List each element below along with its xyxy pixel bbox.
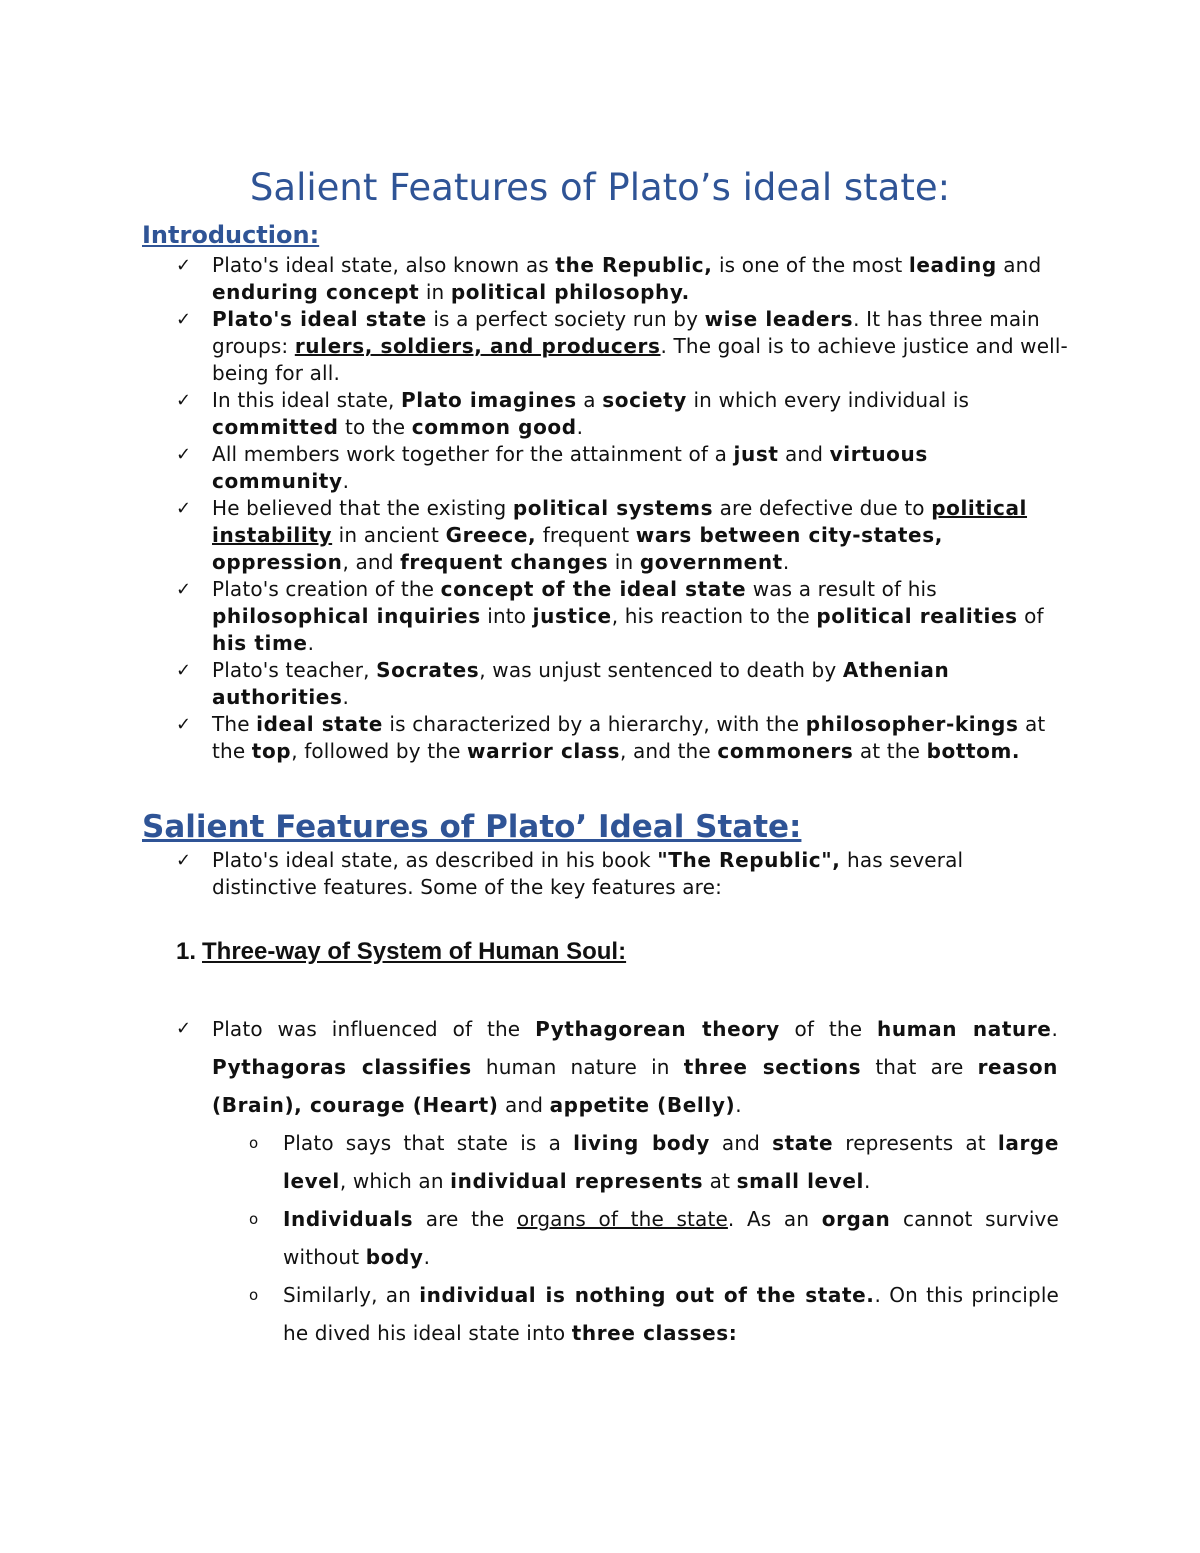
text-run: . — [863, 1169, 871, 1193]
text-run: Plato was influenced of the — [212, 1017, 536, 1041]
text-run: and — [996, 253, 1042, 277]
page-title: Salient Features of Plato’s ideal state: — [249, 166, 951, 209]
text-run: frequent — [536, 523, 636, 547]
text-run: committed — [212, 415, 339, 439]
text-run: . — [576, 415, 584, 439]
text-run: Plato's ideal state, also known as — [212, 253, 556, 277]
text-run: three classes: — [571, 1321, 738, 1345]
text-run: is one of the most — [712, 253, 909, 277]
text-run: of — [1017, 604, 1044, 628]
text-run: appetite (Belly) — [549, 1093, 736, 1117]
text-run: in ancient — [332, 523, 446, 547]
text-run: is a perfect society run by — [426, 307, 705, 331]
text-run: is characterized by a hierarchy, with the — [382, 712, 806, 736]
text-run: in which every individual is — [686, 388, 970, 412]
text-run: are defective due to — [713, 496, 932, 520]
sub-list — [0, 1124, 1059, 1352]
checkmark-icon: ✓ — [176, 850, 192, 871]
text-run: Pythagoras classifies — [212, 1055, 472, 1079]
list-item — [176, 576, 1072, 657]
checkmark-icon: ✓ — [176, 714, 192, 735]
text-run: into — [480, 604, 533, 628]
text-run: concept of the ideal state — [440, 577, 747, 601]
features-heading: Salient Features of Plato’ Ideal State: — [142, 809, 802, 845]
text-run: wars between city-states, oppression — [212, 523, 943, 574]
text-run: ideal state — [256, 712, 383, 736]
text-run: In this ideal state, — [212, 388, 402, 412]
checkmark-icon: ✓ — [176, 498, 192, 519]
list-item — [249, 1200, 1059, 1276]
checkmark-icon: ✓ — [176, 309, 192, 330]
text-run: human nature in — [471, 1055, 684, 1079]
text-run: cannot survive without — [283, 1207, 1059, 1269]
text-run: and — [778, 442, 830, 466]
text-run: at the — [853, 739, 927, 763]
text-run: Plato's teacher, — [212, 658, 377, 682]
text-run: justice — [532, 604, 612, 628]
text-run: leading — [908, 253, 997, 277]
text-run: are the — [413, 1207, 517, 1231]
text-run: bottom. — [926, 739, 1021, 763]
text-run: of the — [779, 1017, 877, 1041]
text-run: body — [365, 1245, 424, 1269]
text-run: individual is nothing out of the state. — [419, 1283, 875, 1307]
text-run: political realities — [816, 604, 1018, 628]
text-run: political philosophy. — [450, 280, 690, 304]
text-run: rulers, soldiers, and producers — [294, 334, 661, 358]
list-item — [176, 441, 1072, 495]
bullet-icon: o — [249, 1134, 259, 1152]
text-run: top — [251, 739, 292, 763]
text-run: virtuous community — [212, 442, 928, 493]
section-number: 1. — [176, 938, 197, 965]
list-item — [176, 252, 1072, 306]
list-item — [176, 711, 1072, 765]
checkmark-icon: ✓ — [176, 444, 192, 465]
checkmark-icon: ✓ — [176, 1018, 192, 1039]
text-run: small level — [736, 1169, 864, 1193]
text-run: . On this principle he dived his ideal state into — [283, 1283, 1059, 1345]
text-run: the Republic, — [555, 253, 713, 277]
list-item — [249, 1124, 1060, 1200]
text-run: , which an — [339, 1169, 451, 1193]
features-list — [0, 847, 1072, 901]
list-item — [176, 1010, 1059, 1124]
text-run: , his reaction to the — [611, 604, 817, 628]
checkmark-icon: ✓ — [176, 660, 192, 681]
text-run: . — [735, 1093, 742, 1117]
text-run: a — [576, 388, 603, 412]
text-run: . — [307, 631, 315, 655]
text-run: . The goal is to achieve justice and well-being for all. — [212, 334, 1068, 385]
text-run: The — [212, 712, 257, 736]
list-item — [176, 306, 1072, 387]
list-item — [176, 387, 1072, 441]
text-run: philosopher-kings — [805, 712, 1019, 736]
text-run: human nature — [877, 1017, 1052, 1041]
text-run: at the — [212, 712, 1046, 763]
text-run: Athenian authorities — [212, 658, 950, 709]
text-run: state — [772, 1131, 834, 1155]
text-run: three sections — [683, 1055, 862, 1079]
text-run: Plato's ideal state, as described in his book — [212, 848, 658, 872]
text-run: Plato says that state is a — [283, 1131, 574, 1155]
checkmark-icon: ✓ — [176, 390, 192, 411]
text-run: . It has three main groups: — [212, 307, 1040, 358]
text-run: living body — [573, 1131, 710, 1155]
text-run: . — [423, 1245, 431, 1269]
text-run: just — [733, 442, 779, 466]
text-run: Plato's creation of the — [212, 577, 441, 601]
text-run: has several distinctive features. Some of the key features are: — [212, 848, 964, 899]
text-run: Greece, — [445, 523, 537, 547]
text-run: his time — [212, 631, 308, 655]
text-run: Individuals — [283, 1207, 414, 1231]
introduction-heading: Introduction: — [142, 221, 320, 249]
text-run: and — [709, 1131, 773, 1155]
bullet-icon: o — [249, 1210, 259, 1228]
text-run: warrior class — [467, 739, 620, 763]
list-item — [176, 847, 1072, 901]
text-run: common good — [411, 415, 577, 439]
text-run: Socrates — [376, 658, 480, 682]
text-run: . — [1051, 1017, 1058, 1041]
checkmark-icon: ✓ — [176, 255, 192, 276]
text-run: organs of the state — [516, 1207, 728, 1231]
bullet-icon: o — [249, 1286, 259, 1304]
text-run: "The Republic", — [657, 848, 841, 872]
text-run: in — [419, 280, 451, 304]
list-item — [176, 495, 1072, 576]
list-item — [249, 1276, 1059, 1352]
checkmark-icon: ✓ — [176, 579, 192, 600]
text-run: . — [782, 550, 790, 574]
text-run: individual represents — [450, 1169, 704, 1193]
section-title: Three-way of System of Human Soul: — [202, 938, 627, 965]
text-run: society — [602, 388, 687, 412]
text-run: political systems — [512, 496, 714, 520]
text-run: , followed by the — [291, 739, 468, 763]
text-run: Similarly, an — [283, 1283, 420, 1307]
text-run: . As an — [727, 1207, 822, 1231]
list-item — [176, 657, 1072, 711]
section-heading — [176, 936, 626, 968]
text-run: , and — [342, 550, 401, 574]
text-run: Plato imagines — [401, 388, 577, 412]
text-run: enduring concept — [212, 280, 420, 304]
text-run: organ — [821, 1207, 891, 1231]
text-run: philosophical inquiries — [212, 604, 481, 628]
text-run: that are — [861, 1055, 978, 1079]
text-run: reason (Brain), courage (Heart) — [212, 1055, 1059, 1117]
text-run: and — [498, 1093, 550, 1117]
text-run: at — [703, 1169, 737, 1193]
introduction-list — [0, 252, 1072, 765]
text-run: political instability — [212, 496, 1028, 547]
text-run: to the — [338, 415, 412, 439]
text-run: , and the — [619, 739, 718, 763]
text-run: He believed that the existing — [212, 496, 513, 520]
text-run: frequent changes — [400, 550, 609, 574]
text-run: All members work together for the attainment of a — [212, 442, 734, 466]
text-run: Pythagorean theory — [535, 1017, 780, 1041]
text-run: in — [608, 550, 640, 574]
text-run: commoners — [717, 739, 854, 763]
text-run: wise leaders — [704, 307, 854, 331]
soul-list — [0, 1010, 1058, 1124]
text-run: government — [639, 550, 783, 574]
text-run: large level — [283, 1131, 1060, 1193]
text-run: represents at — [833, 1131, 998, 1155]
text-run: . — [342, 685, 349, 709]
text-run: . — [342, 469, 350, 493]
text-run: Plato's ideal state — [212, 307, 427, 331]
text-run: was a result of his — [746, 577, 937, 601]
text-run: , was unjust sentenced to death by — [479, 658, 843, 682]
